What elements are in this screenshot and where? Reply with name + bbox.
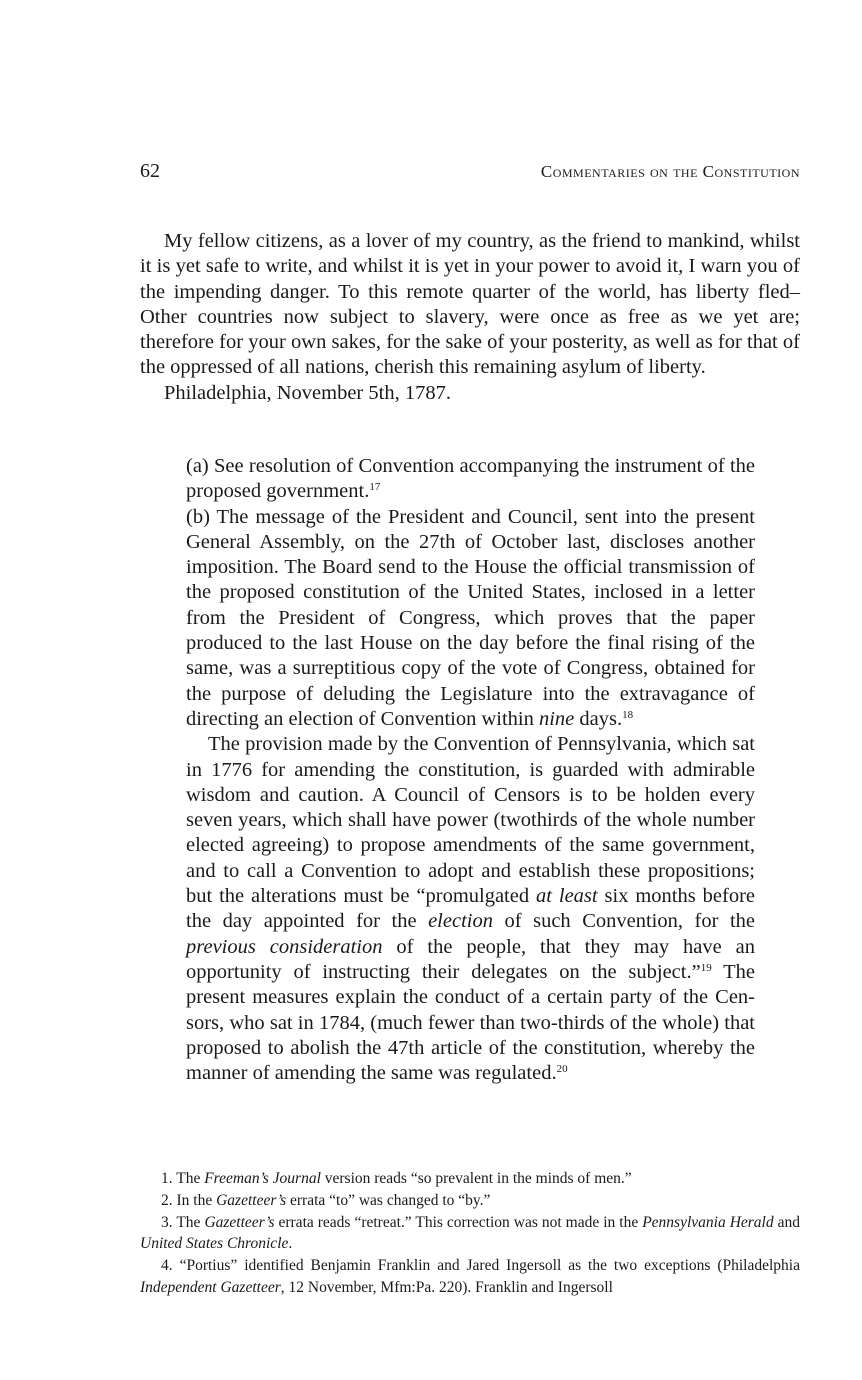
page-header: [140, 160, 800, 190]
footnote-text: and: [777, 1213, 801, 1231]
footnote-text: errata “to” was changed to “by.”: [290, 1191, 491, 1209]
note-reference: 19: [700, 961, 712, 974]
italic-title: Pennsylvania Herald: [642, 1213, 774, 1231]
dateline: Philadelphia, November 5th, 1787.: [164, 381, 451, 404]
footnote-2: [140, 1190, 800, 1212]
footnote-text: version reads “so prevalent in the minds of men.”: [324, 1170, 632, 1187]
footnote-text: 3. The: [161, 1213, 201, 1231]
note-reference: 20: [556, 1063, 568, 1076]
italic-title: United States Chronicle: [140, 1235, 289, 1253]
footnote-text: 1. The: [161, 1170, 201, 1187]
footnote-text: errata reads “retreat.” This correction was not made in the: [278, 1213, 639, 1231]
note-b-text: (b) The message of the President and Council, sent into the present General Assembly, on the 27th of October last, discloses another imposition. The Board send to the House the official transmission of the proposed constitution of the United States, inclosed in a letter from the President of Congress, which proves that the paper produced to the last House on the day before the final rising of the same, was a surreptitious copy of the vote of Congress, obtained for the purpose of deluding the Legislature into the extravagance of directing an election of Convention within: [186, 505, 755, 730]
original-notes-block: [186, 454, 755, 1086]
italic-term: previous consideration: [186, 935, 383, 958]
note-c-text: The present measures explain the conduct of a certain party of the Censors, who sat in 1784, (much fewer than two-thirds of the whole) that proposed to abolish the 47th article of the constitution, whereby the manner of amending the same was regulated.: [186, 960, 755, 1085]
italic-title: Gazetteer’s: [204, 1213, 275, 1231]
footnote-text: .: [288, 1235, 293, 1253]
editorial-footnotes: [140, 1168, 800, 1299]
page-number: 62: [140, 160, 160, 182]
running-head: Commentaries on the Constitution: [540, 162, 800, 181]
original-note-a: [186, 454, 755, 505]
italic-term: election: [428, 910, 493, 933]
note-c-text: six months before the day appointed for the: [186, 885, 755, 933]
note-reference: 17: [369, 481, 381, 494]
italic-title: Freeman’s Journal: [204, 1170, 321, 1187]
footnote-text: 4. “Portius” identified Benjamin Franklin and Jared Ingersoll as the two exceptions (Philadelphia: [161, 1257, 800, 1275]
italic-title: Independent Gazetteer: [140, 1278, 281, 1296]
note-a-text: (a) See resolution of Convention accompanying the instrument of the proposed government.: [186, 455, 755, 503]
note-c-text: of such Convention, for the: [504, 910, 756, 933]
note-c-text: of the people, that they may have an opportunity of instructing their delegates on the subject.”: [186, 935, 755, 983]
note-reference: 18: [622, 708, 634, 721]
footnote-text: 2. In the: [161, 1191, 213, 1209]
original-note-paragraph: [186, 732, 755, 1086]
note-b-text-end: days.: [579, 707, 623, 730]
footnote-text: , 12 November, Mfm:Pa. 220). Franklin and Ingersoll: [280, 1278, 613, 1296]
footnote-4: [140, 1255, 800, 1299]
original-note-b: [186, 505, 755, 733]
footnote-1: [140, 1168, 800, 1190]
body-paragraph: My fellow citizens, as a lover of my country, as the friend to mankind, whilst it is yet safe to write, and whilst it is yet in your power to avoid it, I warn you of the impending danger. To this remote quarter of the world, has liberty fled–Other countries now subject to slavery, were once as free as we yet are; therefore for your own sakes, for the sake of your posterity, as well as for that of the oppressed of all nations, cherish this remaining asylum of liberty.: [140, 230, 800, 379]
italic-title: Gazetteer’s: [216, 1191, 287, 1209]
italic-term: at least: [536, 885, 598, 908]
footnote-3: [140, 1212, 800, 1256]
italic-term: nine: [538, 707, 575, 730]
note-c-text: The provision made by the Convention of Pennsylvania, which sat in 1776 for amending the constitution, is guarded with admirable wisdom and caution. A Council of Censors is to be holden every seven years, which shall have power (twothirds of the whole number elected agreeing) to propose amendments of the same government, and to call a Convention to adopt and establish these propositions; but the alterations must be “promulgated: [186, 733, 755, 908]
main-text: [140, 229, 800, 406]
